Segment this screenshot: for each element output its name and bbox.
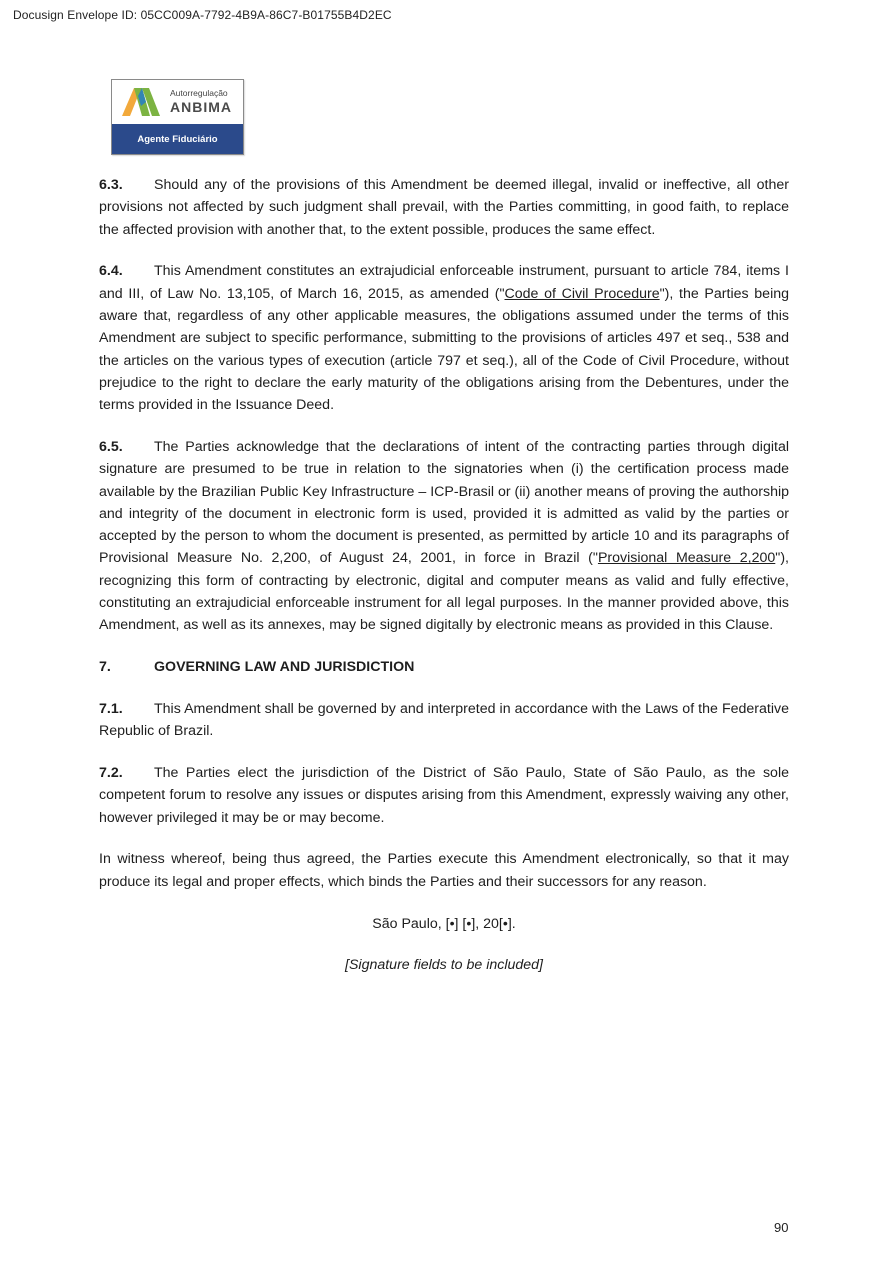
clause-6-3 (99, 174, 789, 241)
clause-number: 7.1. (99, 700, 123, 717)
logo-name: ANBIMA (170, 99, 232, 115)
logo-subtitle: Autorregulação (170, 88, 228, 98)
defined-term: Code of Civil Procedure (504, 285, 660, 302)
clause-text: This Amendment constitutes an extrajudicial enforceable instrument, pursuant to article 784, items I and III, of Law No. 13,105, of March 16, 2015, as amended (" (99, 263, 789, 302)
clause-7-1 (99, 698, 789, 743)
clause-text: The Parties acknowledge that the declarations of intent of the contracting parties through digital signature are presumed to be true in relation to the signatories when (i) the certification process made available by the Brazilian Public Key Infrastructure – ICP-Brasil or (ii) another means of proving the authorship and integrity of the document in electronic form is used, provided it is admitted as valid by the parties or accepted by the person to whom the document is presented, as permitted by article 10 and its paragraphs of Provisional Measure No. 2,200, of August 24, 2001, in force in Brazil (" (99, 438, 790, 567)
clause-number: 7.2. (99, 765, 123, 782)
clause-text: "), the Parties being aware that, regardless of any other applicable measures, the obligations assumed under the terms of this Amendment are subject to specific performance, submitting to the provisions of articles 497 et seq., 538 and the articles on the various types of execution (article 797 et seq.), all of the Code of Civil Procedure, without prejudice to the right to declare the early maturity of the obligations arising from the Debentures, under the terms provided in the Issuance Deed. (99, 285, 790, 414)
clause-text: Should any of the provisions of this Amendment be deemed illegal, invalid or ineffective, all other provisions not affected by such judgment shall prevail, with the Parties committing, in good faith, to replace the affected provision with another that, to the extent possible, produces the same effect. (99, 177, 789, 238)
clause-text: "), recognizing this form of contracting by electronic, digital and computer means as valid and fully effective, constituting an extrajudicial enforceable instrument for all legal purposes. In the manner provided above, this Amendment, as well as its annexes, may be signed digitally by electronic means as provided in this Clause. (99, 550, 789, 634)
logo-header (112, 80, 243, 124)
defined-term: Provisional Measure 2,200 (597, 550, 776, 567)
page-number: 90 (774, 1220, 789, 1235)
clause-number: 6.5. (99, 438, 123, 455)
clause-text: This Amendment shall be governed by and interpreted in accordance with the Laws of the Federative Republic of Brazil. (99, 700, 789, 740)
clause-7-2 (99, 762, 789, 829)
document-body (99, 174, 789, 996)
anbima-mark-icon (122, 88, 160, 116)
section-number: 7. (99, 659, 111, 676)
signature-note: [Signature fields to be included] (345, 957, 543, 974)
witness-paragraph: In witness whereof, being thus agreed, the Parties execute this Amendment electronically, so that it may produce its legal and proper effects, which binds the Parties and their successors for any reason. (99, 851, 789, 890)
place-date: São Paulo, [•] [•], 20[•]. (372, 915, 516, 932)
clause-number: 6.3. (99, 177, 123, 193)
section-heading-7 (99, 656, 789, 678)
clause-6-5 (99, 436, 789, 637)
clause-text: The Parties elect the jurisdiction of the District of São Paulo, State of São Paulo, as the sole competent forum to resolve any issues or disputes arising from this Amendment, expressly waiving any other, however privileged it may be or may become. (99, 765, 789, 826)
clause-6-4 (99, 260, 789, 416)
anbima-logo (111, 79, 244, 155)
clause-number: 6.4. (99, 263, 123, 280)
docusign-envelope-id: Docusign Envelope ID: 05CC009A-7792-4B9A-86C7-B01755B4D2EC (13, 8, 392, 22)
section-title: GOVERNING LAW AND JURISDICTION (154, 659, 415, 676)
logo-band: Agente Fiduciário (112, 124, 243, 154)
